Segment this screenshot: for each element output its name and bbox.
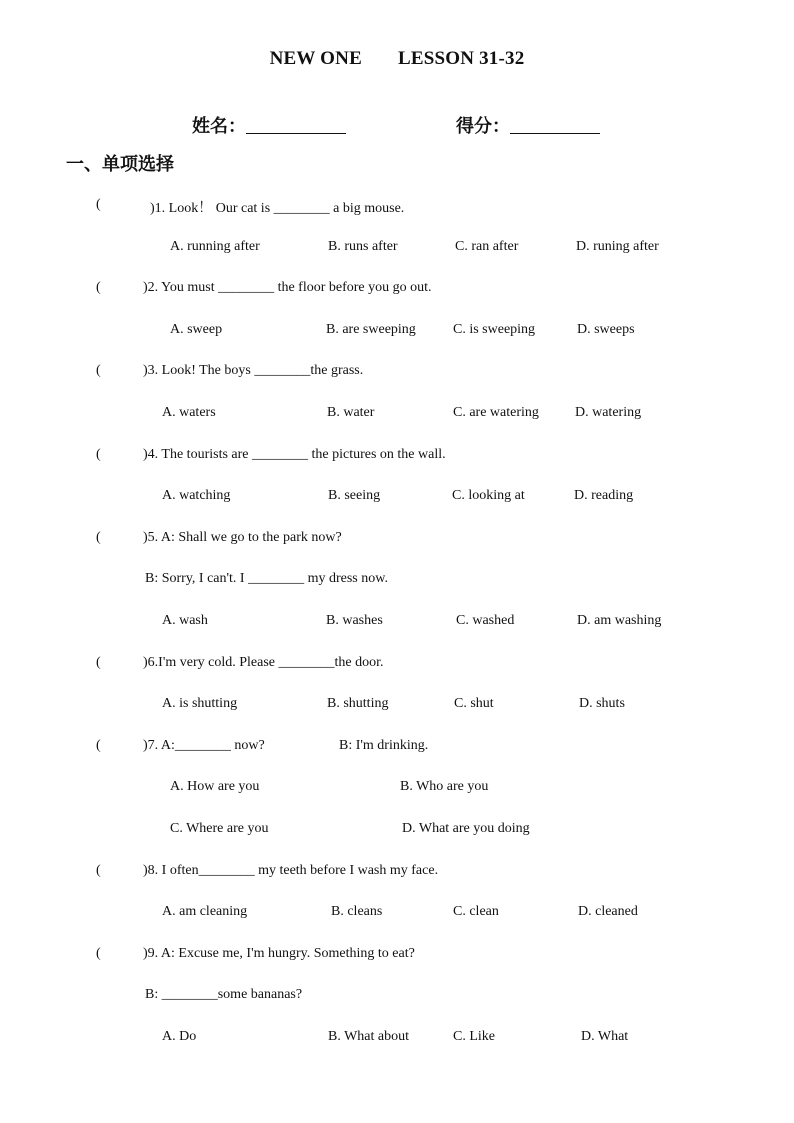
name-label: 姓名： [192, 116, 246, 136]
answer-paren[interactable]: ( [96, 363, 101, 378]
option-a: A. am cleaning [162, 904, 248, 919]
option-c: C. shut [454, 696, 494, 711]
question-substem: B: Sorry, I can't. I ________ my dress now. [145, 571, 388, 586]
option-b: B. cleans [331, 904, 383, 919]
answer-paren[interactable]: ( [96, 280, 101, 295]
question-stem: )8. I often________ my teeth before I wash my face. [143, 863, 439, 878]
question-stem: )7. A:________ now? [143, 738, 265, 753]
question-stem: )5. A: Shall we go to the park now? [143, 530, 342, 545]
answer-paren[interactable]: ( [96, 738, 101, 753]
question-stem: )4. The tourists are ________ the pictures on the wall. [143, 447, 446, 462]
question-stem: )1. Look！ Our cat is ________ a big mouse. [150, 201, 405, 216]
score-blank[interactable] [510, 117, 600, 134]
answer-paren[interactable]: ( [96, 197, 101, 212]
option-d: D. am washing [577, 613, 662, 628]
answer-paren[interactable]: ( [96, 946, 101, 961]
score-field [456, 112, 600, 138]
option-c: C. Where are you [170, 821, 269, 836]
answer-paren[interactable]: ( [96, 447, 101, 462]
score-label: 得分： [456, 116, 510, 136]
option-c: C. washed [456, 613, 515, 628]
option-d: D. shuts [579, 696, 625, 711]
option-a: A. Do [162, 1029, 197, 1044]
option-c: C. looking at [452, 488, 525, 503]
question-stem: )9. A: Excuse me, I'm hungry. Something to eat? [143, 946, 415, 961]
option-b: B. seeing [328, 488, 381, 503]
name-field [192, 112, 346, 138]
option-d: D. reading [574, 488, 634, 503]
option-a: A. How are you [170, 779, 260, 794]
answer-paren[interactable]: ( [96, 863, 101, 878]
title-left: NEW ONE [269, 48, 362, 69]
question-stem: )3. Look! The boys ________the grass. [143, 363, 364, 378]
question-stem: )2. You must ________ the floor before you go out. [143, 280, 432, 295]
option-c: C. Like [453, 1029, 495, 1044]
option-b: B. What about [328, 1029, 410, 1044]
option-b: B. shutting [327, 696, 389, 711]
question-substem: B: ________some bananas? [145, 987, 303, 1002]
option-c: C. ran after [455, 239, 519, 254]
option-c: C. are watering [453, 405, 539, 420]
option-c: C. clean [453, 904, 499, 919]
answer-paren[interactable]: ( [96, 530, 101, 545]
name-blank[interactable] [246, 117, 346, 134]
option-d: D. sweeps [577, 322, 635, 337]
option-a: A. sweep [170, 322, 223, 337]
title-right: LESSON 31-32 [397, 48, 525, 69]
option-d: D. watering [575, 405, 642, 420]
option-a: A. running after [170, 239, 260, 254]
option-b: B. Who are you [400, 779, 489, 794]
option-b: B. runs after [328, 239, 398, 254]
question-stem: )6.I'm very cold. Please ________the door. [143, 655, 384, 670]
option-b: B. water [327, 405, 375, 420]
section-title: 一、单项选择 [66, 154, 174, 175]
option-d: D. cleaned [578, 904, 638, 919]
option-b: B. are sweeping [326, 322, 416, 337]
option-a: A. wash [162, 613, 208, 628]
answer-paren[interactable]: ( [96, 655, 101, 670]
page-title [0, 48, 794, 70]
option-d: D. runing after [576, 239, 659, 254]
option-d: D. What [581, 1029, 629, 1044]
option-a: A. watching [162, 488, 231, 503]
option-a: A. waters [162, 405, 216, 420]
question-stem-b: B: I'm drinking. [339, 738, 429, 753]
option-c: C. is sweeping [453, 322, 536, 337]
option-b: B. washes [326, 613, 383, 628]
option-a: A. is shutting [162, 696, 238, 711]
option-d: D. What are you doing [402, 821, 530, 836]
